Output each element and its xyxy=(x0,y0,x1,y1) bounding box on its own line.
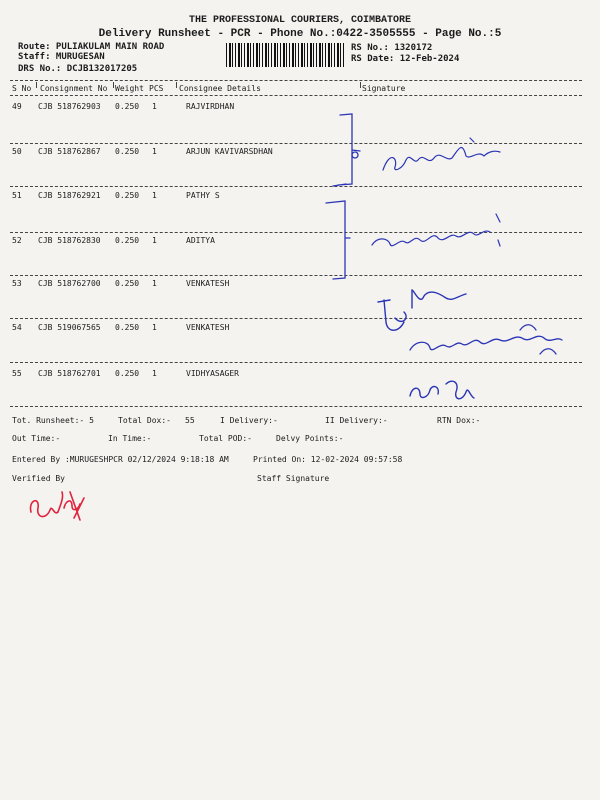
total-dox-value: 55 xyxy=(185,416,195,425)
row-pcs: 1 xyxy=(152,369,157,378)
row-consignment: CJB 518762830 xyxy=(38,236,101,245)
verified-by-label: Verified By xyxy=(12,474,65,483)
total-dox-label: Total Dox:- xyxy=(118,416,171,425)
route-label: Route: PULIAKULAM MAIN ROAD xyxy=(18,42,165,52)
row-weight: 0.250 xyxy=(115,102,140,111)
rs-number: RS No.: 1320172 xyxy=(351,43,433,53)
row-pcs: 1 xyxy=(152,147,157,156)
row-consignment: CJB 519067565 xyxy=(38,323,101,332)
col-consignee: Consignee Details xyxy=(179,84,261,93)
col-pcs: PCS xyxy=(149,84,164,93)
col-sno: S No xyxy=(12,84,32,93)
row-pcs: 1 xyxy=(152,279,157,288)
signature-row-50 xyxy=(383,138,500,170)
printed-on: Printed On: 12-02-2024 09:57:58 xyxy=(253,455,403,464)
runsheet-subtitle: Delivery Runsheet - PCR - Phone No.:0422-3505555 - Page No.:5 xyxy=(98,28,502,40)
row-sno: 51 xyxy=(12,191,22,200)
row-consignee: PATHY S xyxy=(186,191,220,200)
row-weight: 0.250 xyxy=(115,369,140,378)
col-signature: Signature xyxy=(362,84,406,93)
row-consignee: ADITYA xyxy=(186,236,215,245)
tot-runsheet: Tot. Runsheet:- 5 xyxy=(12,416,94,425)
row-weight: 0.250 xyxy=(115,279,140,288)
out-time-label: Out Time:- xyxy=(12,434,61,443)
ii-delivery-label: II Delivery:- xyxy=(325,416,388,425)
signature-row-53 xyxy=(378,290,466,330)
row-consignee: RAJVIRDHAN xyxy=(186,102,235,111)
row-consignee: VENKATESH xyxy=(186,323,230,332)
row-pcs: 1 xyxy=(152,323,157,332)
row-sno: 55 xyxy=(12,369,22,378)
rtn-dox-label: RTN Dox:- xyxy=(437,416,481,425)
row-consignment: CJB 518762903 xyxy=(38,102,101,111)
signature-row-55 xyxy=(410,381,474,399)
col-weight: Weight xyxy=(115,84,144,93)
row-consignee: VENKATESH xyxy=(186,279,230,288)
row-weight: 0.250 xyxy=(115,191,140,200)
row-weight: 0.250 xyxy=(115,147,140,156)
company-title: THE PROFESSIONAL COURIERS, COIMBATORE xyxy=(188,15,412,26)
i-delivery-label: I Delivery:- xyxy=(220,416,278,425)
staff-signature-label: Staff Signature xyxy=(257,474,330,483)
row-consignment: CJB 518762867 xyxy=(38,147,101,156)
total-pod-label: Total POD:- xyxy=(199,434,252,443)
row-pcs: 1 xyxy=(152,236,157,245)
bracket-mark-upper xyxy=(333,114,360,186)
row-weight: 0.250 xyxy=(115,323,140,332)
row-sno: 53 xyxy=(12,279,22,288)
row-consignment: CJB 518762921 xyxy=(38,191,101,200)
row-weight: 0.250 xyxy=(115,236,140,245)
row-sno: 50 xyxy=(12,147,22,156)
row-consignee: VIDHYASAGER xyxy=(186,369,239,378)
delvy-points-label: Delvy Points:- xyxy=(276,434,344,443)
row-consignment: CJB 518762700 xyxy=(38,279,101,288)
row-sno: 52 xyxy=(12,236,22,245)
verified-signature xyxy=(31,492,84,520)
drs-number: DRS No.: DCJB132017205 xyxy=(18,64,138,74)
rs-date: RS Date: 12-Feb-2024 xyxy=(351,54,460,64)
row-pcs: 1 xyxy=(152,102,157,111)
signature-row-52 xyxy=(372,214,500,246)
col-consignment: Consignment No xyxy=(40,84,108,93)
row-consignee: ARJUN KAVIVARSDHAN xyxy=(186,147,273,156)
in-time-label: In Time:- xyxy=(108,434,152,443)
entered-by: Entered By :MURUGESHPCR 02/12/2024 9:18:18 AM xyxy=(12,455,229,464)
row-pcs: 1 xyxy=(152,191,157,200)
row-sno: 49 xyxy=(12,102,22,111)
row-sno: 54 xyxy=(12,323,22,332)
bracket-mark-lower xyxy=(326,201,350,279)
row-consignment: CJB 518762701 xyxy=(38,369,101,378)
staff-label: Staff: MURUGESAN xyxy=(18,52,105,62)
signature-row-54 xyxy=(410,325,562,354)
